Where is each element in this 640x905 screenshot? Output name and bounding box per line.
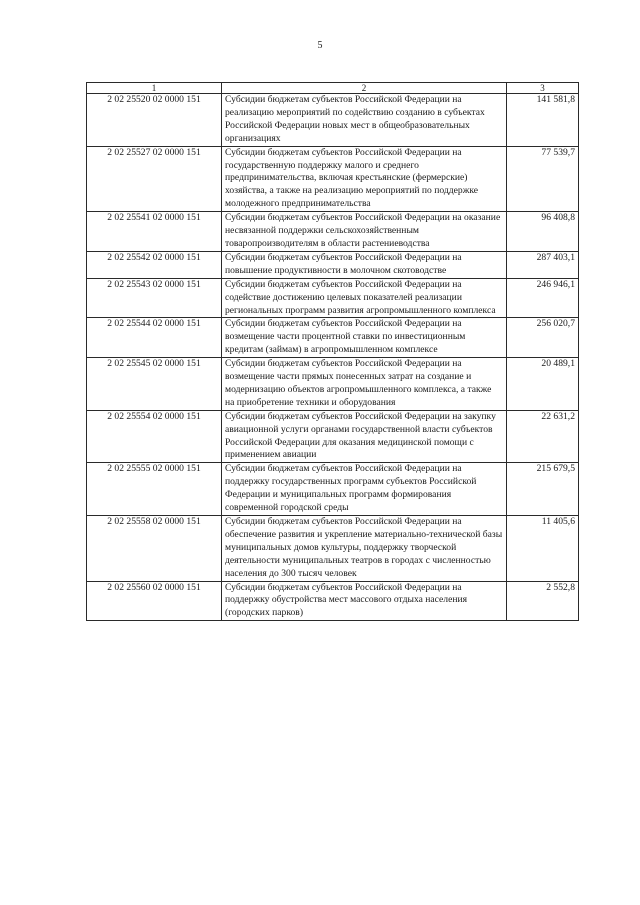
table-row — [87, 516, 579, 582]
row-code: 2 02 25542 02 0000 151 — [87, 251, 222, 278]
row-code: 2 02 25545 02 0000 151 — [87, 358, 222, 411]
row-description: Субсидии бюджетам субъектов Российской Федерации на государственную поддержку малого и среднего предпринимательства, включая крестьянские (фермерские) хозяйства, а также на реализацию мероприятий по поддержке молодежного предпринимательства — [222, 146, 507, 212]
row-value: 22 631,2 — [507, 410, 579, 463]
table-row — [87, 318, 579, 358]
table-row — [87, 278, 579, 318]
row-description: Субсидии бюджетам субъектов Российской Федерации на возмещение части прямых понесенных затрат на создание и модернизацию объектов агропромышленного комплекса, а также на приобретение техники и оборудования — [222, 358, 507, 411]
page-number: 5 — [317, 40, 323, 51]
table-row — [87, 463, 579, 516]
row-code: 2 02 25520 02 0000 151 — [87, 94, 222, 147]
table-row — [87, 251, 579, 278]
row-description: Субсидии бюджетам субъектов Российской Федерации на поддержку государственных программ субъектов Российской Федерации и муниципальных программ формирования современной городской среды — [222, 463, 507, 516]
row-description: Субсидии бюджетам субъектов Российской Федерации на повышение продуктивности в молочном скотоводстве — [222, 251, 507, 278]
row-code: 2 02 25544 02 0000 151 — [87, 318, 222, 358]
row-code: 2 02 25554 02 0000 151 — [87, 410, 222, 463]
row-value: 77 539,7 — [507, 146, 579, 212]
row-value: 2 552,8 — [507, 581, 579, 621]
row-value: 20 489,1 — [507, 358, 579, 411]
row-description: Субсидии бюджетам субъектов Российской Федерации на возмещение части процентной ставки по инвестиционным кредитам (займам) в агропромышленном комплексе — [222, 318, 507, 358]
row-code: 2 02 25560 02 0000 151 — [87, 581, 222, 621]
row-value: 141 581,8 — [507, 94, 579, 147]
table-header-row — [87, 83, 579, 94]
row-code: 2 02 25558 02 0000 151 — [87, 516, 222, 582]
row-value: 246 946,1 — [507, 278, 579, 318]
row-description: Субсидии бюджетам субъектов Российской Федерации на реализацию мероприятий по содействию созданию в субъектах Российской Федерации новых мест в общеобразовательных организациях — [222, 94, 507, 147]
row-code: 2 02 25527 02 0000 151 — [87, 146, 222, 212]
row-code: 2 02 25541 02 0000 151 — [87, 212, 222, 252]
table-row — [87, 146, 579, 212]
table-row — [87, 94, 579, 147]
row-value: 256 020,7 — [507, 318, 579, 358]
row-code: 2 02 25543 02 0000 151 — [87, 278, 222, 318]
row-value: 215 679,5 — [507, 463, 579, 516]
row-code: 2 02 25555 02 0000 151 — [87, 463, 222, 516]
table-row — [87, 212, 579, 252]
budget-table — [86, 82, 579, 621]
row-value: 287 403,1 — [507, 251, 579, 278]
row-description: Субсидии бюджетам субъектов Российской Федерации на содействие достижению целевых показателей реализации региональных программ развития агропромышленного комплекса — [222, 278, 507, 318]
row-description: Субсидии бюджетам субъектов Российской Федерации на поддержку обустройства мест массового отдыха населения (городских парков) — [222, 581, 507, 621]
row-description: Субсидии бюджетам субъектов Российской Федерации на обеспечение развития и укрепление материально-технической базы муниципальных домов культуры, поддержку творческой деятельности муниципальных театров в городах с численностью населения до 300 тысяч человек — [222, 516, 507, 582]
table-row — [87, 581, 579, 621]
header-col-2: 2 — [222, 83, 507, 94]
table-row — [87, 410, 579, 463]
table-row — [87, 358, 579, 411]
row-value: 11 405,6 — [507, 516, 579, 582]
row-description: Субсидии бюджетам субъектов Российской Федерации на оказание несвязанной поддержки сельскохозяйственным товаропроизводителям в области растениеводства — [222, 212, 507, 252]
header-col-1: 1 — [87, 83, 222, 94]
header-col-3: 3 — [507, 83, 579, 94]
row-value: 96 408,8 — [507, 212, 579, 252]
row-description: Субсидии бюджетам субъектов Российской Федерации на закупку авиационной услуги органами государственной власти субъектов Российской Федерации для оказания медицинской помощи с применением авиации — [222, 410, 507, 463]
